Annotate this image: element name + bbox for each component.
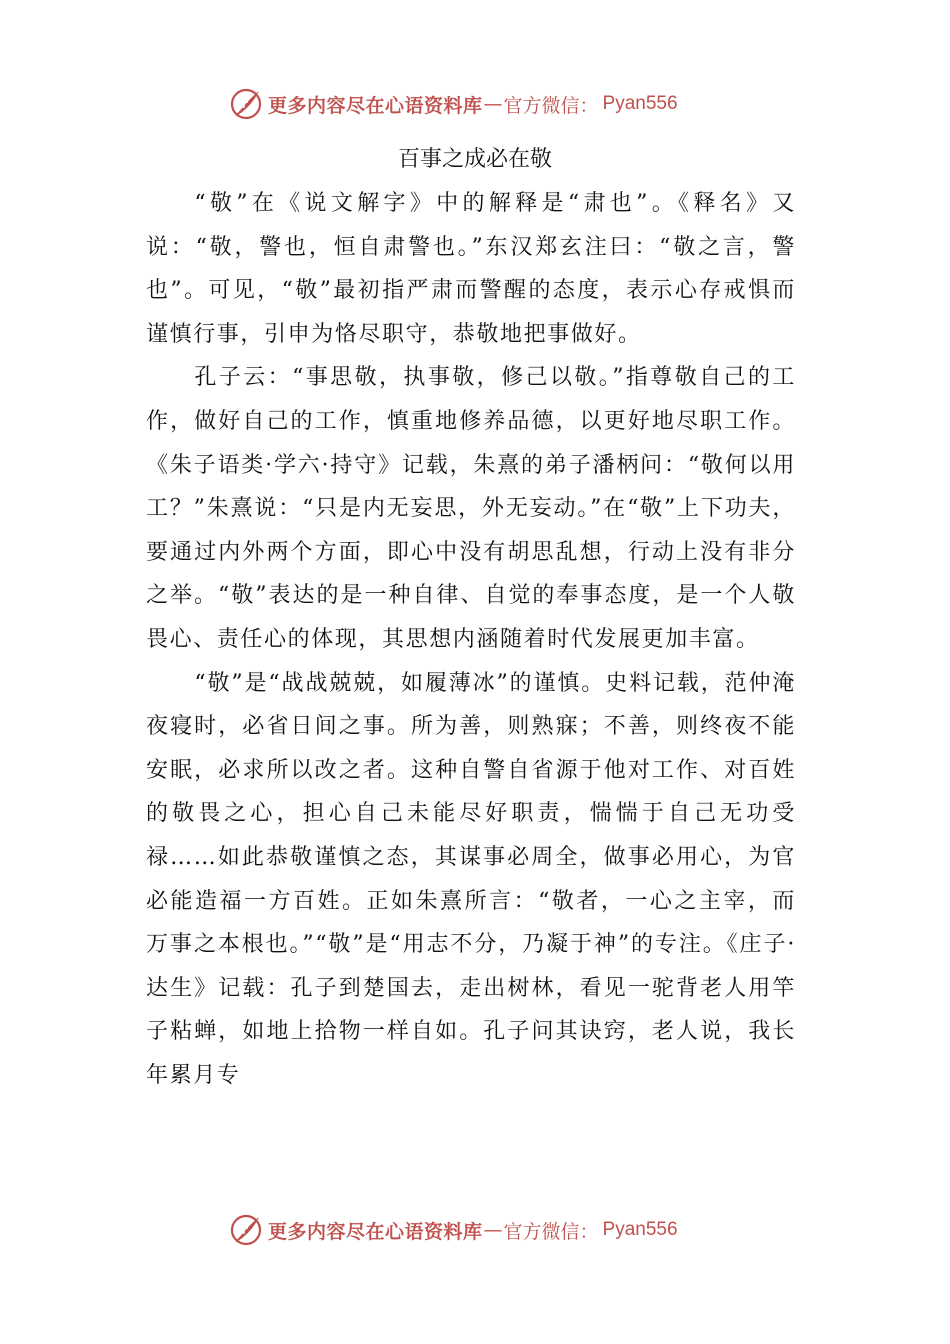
watermark-label: 官方微信： [503, 94, 599, 117]
document-title: 百事之成必在敬 [397, 147, 552, 172]
watermark-dash: — [483, 93, 503, 115]
paragraph-2: 孔子云：“事思敬，执事敬，修己以敬。”指尊敬自己的工作，做好自己的工作，慎重地修养品德，以更好地尽职工作。《朱子语类·学六·持守》记载，朱熹的弟子潘柄问：“敬何以用工？”朱熹说：“只是内无妄思，外无妄动。”在“敬”上下功夫，要通过内外两个方面，即心中没有胡思乱想，行动上没有非分之举。“敬”表达的是一种自律、自觉的奉事态度，是一个人敬畏心、责任心的体现，其思想内涵随着时代发展更加丰富。 [146, 365, 796, 652]
watermark-id: Pyan556 [602, 93, 678, 114]
watermark-dash: — [483, 1219, 503, 1241]
document-body [146, 182, 796, 1097]
paragraph-1: “敬”在《说文解字》中的解释是“肃也”。《释名》又说：“敬，警也，恒自肃警也。”东汉郑玄注曰：“敬之言，警也”。可见，“敬”最初指严肃而警醒的态度，表示心存戒惧而谨慎行事，引申为恪尽职守，恭敬地把事做好。 [146, 191, 796, 347]
watermark-text: 更多内容尽在心语资料库 [268, 94, 483, 117]
watermark-banner-top [228, 84, 678, 124]
quill-logo-icon [228, 86, 264, 122]
watermark-banner-bottom [228, 1210, 678, 1250]
quill-logo-icon [228, 1212, 264, 1248]
paragraph-3: “敬”是“战战兢兢，如履薄冰”的谨慎。史料记载，范仲淹夜寝时，必省日间之事。所为善，则熟寐；不善，则终夜不能安眠，必求所以改之者。这种自警自省源于他对工作、对百姓的敬畏之心，担心自己未能尽好职责，惴惴于自己无功受禄……如此恭敬谨慎之态，其谋事必周全，做事必用心，为官必能造福一方百姓。正如朱熹所言：“敬者，一心之主宰，而万事之本根也。”“敬”是“用志不分，乃凝于神”的专注。《庄子·达生》记载：孔子到楚国去，走出树林，看见一驼背老人用竿子粘蝉，如地上拾物一样自如。孔子问其诀窍，老人说，我长年累月专 [146, 670, 796, 1088]
watermark-id: Pyan556 [602, 1219, 678, 1240]
watermark-label: 官方微信： [503, 1220, 599, 1243]
watermark-text: 更多内容尽在心语资料库 [268, 1220, 483, 1243]
